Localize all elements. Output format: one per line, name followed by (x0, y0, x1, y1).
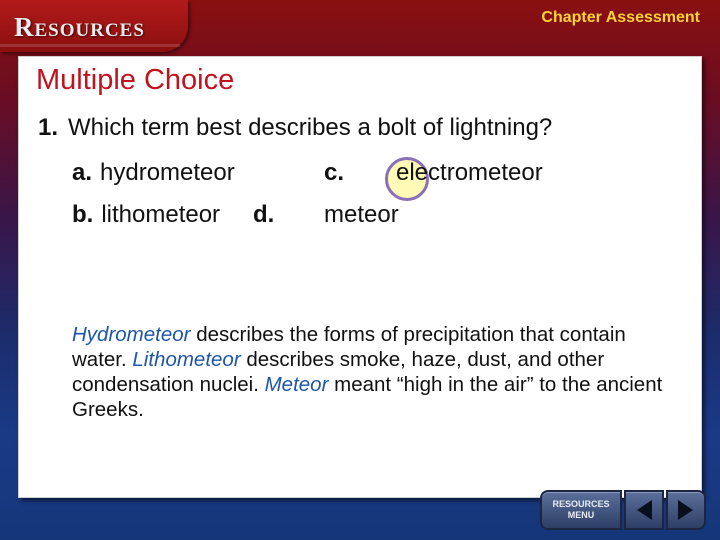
explanation-text: describes the forms of precipitation that contain water. (72, 323, 626, 371)
triangle-right-icon (676, 498, 696, 522)
next-button[interactable] (666, 490, 706, 530)
option-text: electrometeor (396, 159, 543, 186)
question-number: 1. (38, 114, 59, 141)
term-meteor: Meteor (264, 373, 329, 396)
resources-menu-button[interactable] (540, 490, 622, 530)
option-text: lithometeor (101, 201, 221, 228)
resources-title: Resources (14, 12, 145, 42)
chapter-assessment-label: Chapter Assessment (541, 9, 700, 26)
term-lithometeor: Lithometeor (132, 348, 241, 371)
previous-button[interactable] (624, 490, 664, 530)
option-d-letter[interactable] (253, 201, 282, 229)
option-d[interactable] (324, 201, 399, 229)
navigation-bar (540, 486, 710, 534)
menu-label-line1: RESOURCES (552, 499, 610, 509)
triangle-left-icon (634, 498, 654, 522)
option-letter: a. (72, 159, 93, 186)
option-text: hydrometeor (100, 159, 235, 186)
answer-explanation (72, 322, 672, 422)
option-letter: b. (72, 201, 94, 228)
question-text (38, 114, 552, 142)
option-letter: d. (253, 201, 275, 228)
explanation-text: meant “high in the air” to the ancient Greeks. (72, 373, 663, 421)
option-c[interactable] (324, 159, 543, 187)
section-heading: Multiple Choice (36, 64, 235, 96)
option-text: meteor (324, 201, 399, 228)
option-letter: c. (324, 159, 345, 186)
resources-header-tab (0, 0, 188, 52)
option-a[interactable] (72, 159, 235, 187)
menu-label-line2: MENU (567, 510, 595, 520)
term-hydrometeor: Hydrometeor (72, 323, 191, 346)
explanation-text: describes smoke, haze, dust, and other condensation nuclei. (72, 348, 605, 396)
option-b[interactable] (72, 201, 220, 229)
question-prompt: Which term best describes a bolt of lightning? (68, 114, 553, 141)
